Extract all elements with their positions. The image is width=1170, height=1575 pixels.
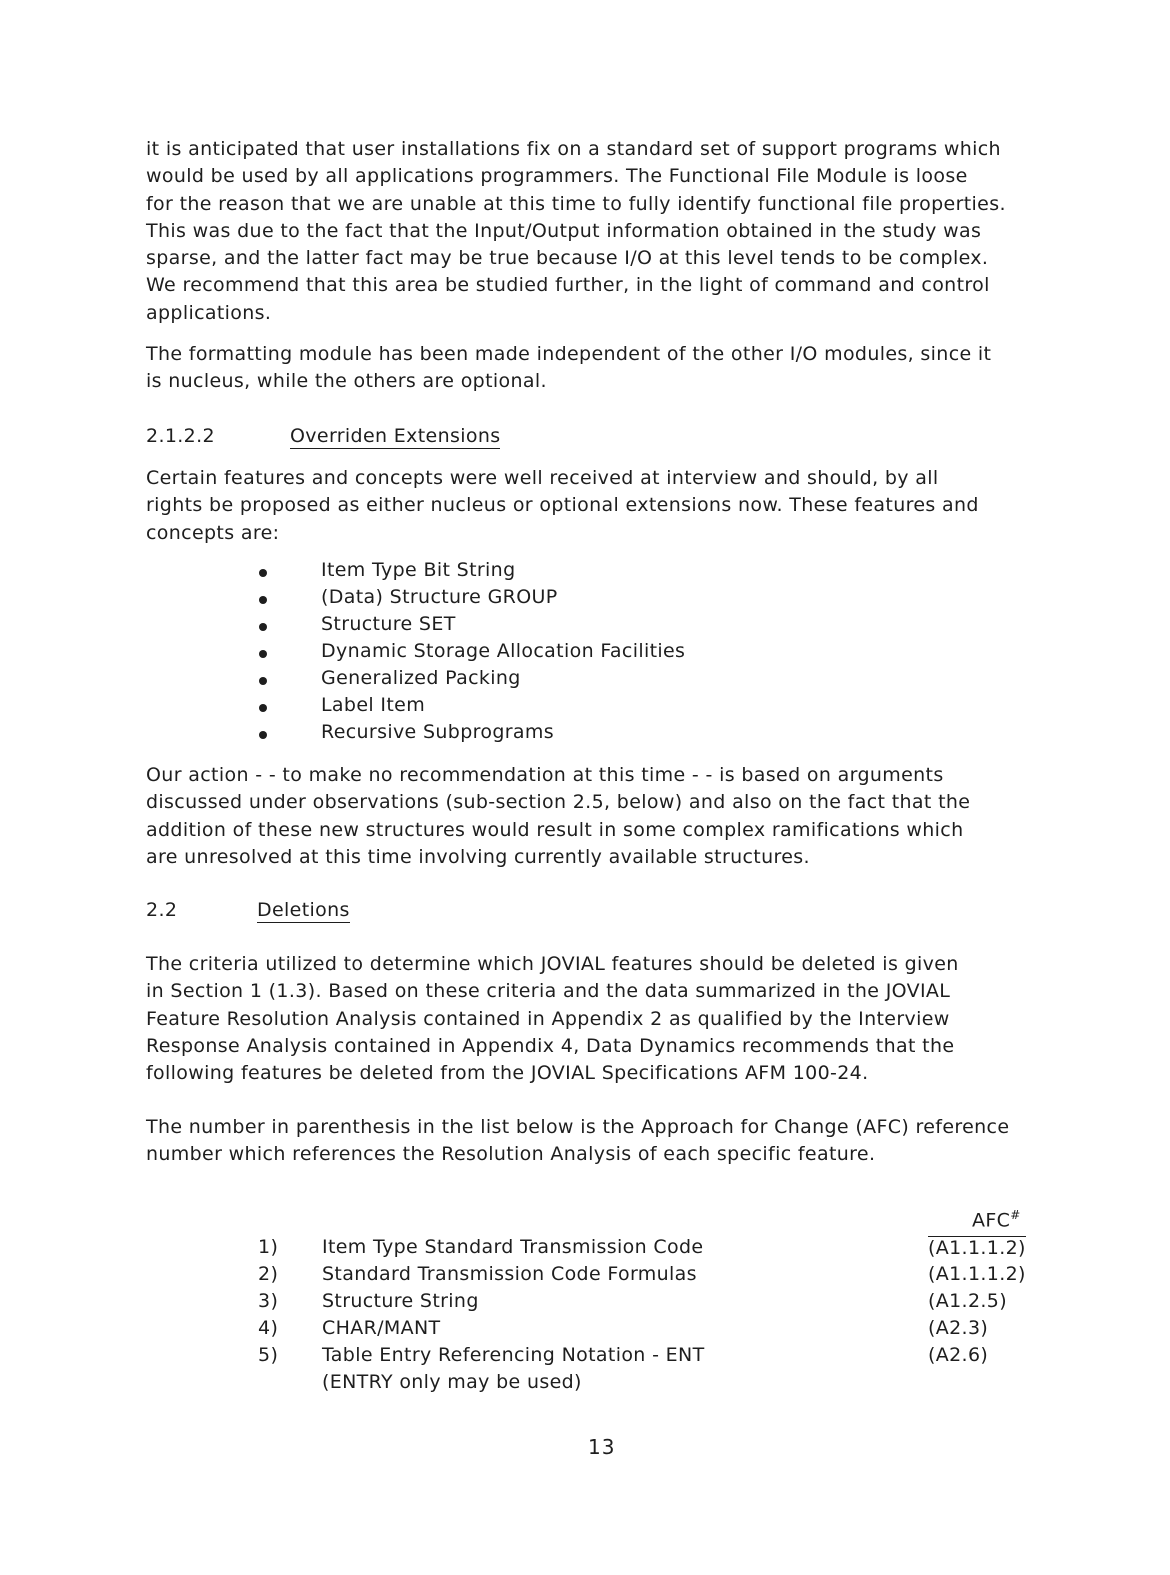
item-number: 4)	[258, 1317, 279, 1339]
list-item-text: (Data) Structure GROUP	[321, 586, 558, 608]
item-afc-ref: (A1.2.5)	[928, 1290, 1007, 1312]
item-feature: (ENTRY only may be used)	[322, 1371, 582, 1393]
text-line: is nucleus, while the others are optional.	[146, 370, 547, 393]
bullet-icon	[259, 704, 267, 712]
text-line: concepts are:	[146, 521, 280, 544]
item-number: 2)	[258, 1263, 279, 1285]
item-number: 5)	[258, 1344, 279, 1366]
text-line: for the reason that we are unable at this time to fully identify functional file properties.	[146, 192, 1006, 215]
text-line: number which references the Resolution Analysis of each specific feature.	[146, 1143, 876, 1166]
text-line: it is anticipated that user installations fix on a standard set of support programs which	[146, 138, 1001, 160]
afc-header-text: AFC	[972, 1209, 1011, 1232]
afc-column-header	[972, 1208, 1021, 1231]
text-line: The formatting module has been made independent of the other I/O modules, since it	[146, 343, 992, 365]
item-number: 3)	[258, 1290, 279, 1312]
item-afc-ref: (A1.1.1.2)	[928, 1263, 1026, 1285]
list-item-text: Item Type Bit String	[321, 559, 516, 581]
text-line: Response Analysis contained in Appendix 4, Data Dynamics recommends that the	[146, 1034, 955, 1057]
list-item-text: Structure SET	[321, 613, 456, 635]
list-item	[258, 1236, 1058, 1263]
text-line: following features be deleted from the JOVIAL Specifications AFM 100-24.	[146, 1062, 869, 1085]
section-intro-paragraph	[146, 465, 1046, 547]
bullet-icon	[259, 623, 267, 631]
list-item-text: Recursive Subprograms	[321, 721, 555, 743]
deletions-paragraph-2	[146, 1114, 1046, 1169]
section-number: 2.1.2.2	[146, 425, 215, 447]
list-item-text: Dynamic Storage Allocation Facilities	[321, 640, 686, 662]
page-number: 13	[588, 1435, 616, 1459]
item-feature: Item Type Standard Transmission Code	[322, 1236, 704, 1258]
deletions-paragraph-1	[146, 951, 1046, 1087]
item-feature: Structure String	[322, 1290, 479, 1312]
text-line: The criteria utilized to determine which JOVIAL features should be deleted is given	[146, 953, 959, 975]
text-line: would be used by all applications programmers. The Functional File Module is loose	[146, 165, 968, 188]
text-line: discussed under observations (sub-section 2.5, below) and also on the fact that the	[146, 791, 971, 814]
text-line: This was due to the fact that the Input/Output information obtained in the study was	[146, 219, 982, 242]
section-title: Deletions	[257, 899, 350, 921]
bullet-icon	[259, 569, 267, 577]
list-item	[258, 1344, 1058, 1371]
text-line: applications.	[146, 301, 272, 324]
text-line: in Section 1 (1.3). Based on these criteria and the data summarized in the JOVIAL	[146, 980, 951, 1003]
list-item-text: Generalized Packing	[321, 667, 521, 689]
text-line: rights be proposed as either nucleus or optional extensions now. These features and	[146, 494, 979, 517]
bullet-icon	[259, 731, 267, 739]
item-afc-ref: (A1.1.1.2)	[928, 1237, 1026, 1259]
text-line: are unresolved at this time involving currently available structures.	[146, 845, 810, 868]
item-afc-ref: (A2.6)	[928, 1344, 989, 1366]
list-item	[258, 1263, 1058, 1290]
closing-paragraph	[146, 762, 1046, 871]
bullet-icon	[259, 677, 267, 685]
deletions-list	[258, 1236, 1058, 1398]
list-item	[258, 1371, 1058, 1398]
text-line: The number in parenthesis in the list below is the Approach for Change (AFC) reference	[146, 1116, 1010, 1138]
bullet-icon	[259, 650, 267, 658]
text-line: addition of these new structures would result in some complex ramifications which	[146, 818, 964, 841]
text-line: sparse, and the latter fact may be true because I/O at this level tends to be complex.	[146, 247, 989, 270]
bullet-icon	[259, 596, 267, 604]
item-feature: CHAR/MANT	[322, 1317, 441, 1339]
intro-paragraph	[146, 136, 1046, 327]
section-title: Overriden Extensions	[290, 425, 501, 447]
item-afc-ref: (A2.3)	[928, 1317, 989, 1339]
text-line: Feature Resolution Analysis contained in Appendix 2 as qualified by the Interview	[146, 1007, 950, 1030]
item-feature: Standard Transmission Code Formulas	[322, 1263, 697, 1285]
afc-header-sup: #	[1010, 1208, 1021, 1222]
list-item-text: Label Item	[321, 694, 426, 716]
text-line: We recommend that this area be studied further, in the light of command and control	[146, 274, 990, 297]
item-feature: Table Entry Referencing Notation - ENT	[322, 1344, 705, 1366]
list-item	[258, 1290, 1058, 1317]
text-line: Our action - - to make no recommendation at this time - - is based on arguments	[146, 764, 944, 786]
item-number: 1)	[258, 1236, 279, 1258]
text-line: Certain features and concepts were well received at interview and should, by all	[146, 467, 939, 489]
section-number: 2.2	[146, 899, 178, 921]
formatting-paragraph	[146, 341, 1046, 396]
list-item	[258, 1317, 1058, 1344]
